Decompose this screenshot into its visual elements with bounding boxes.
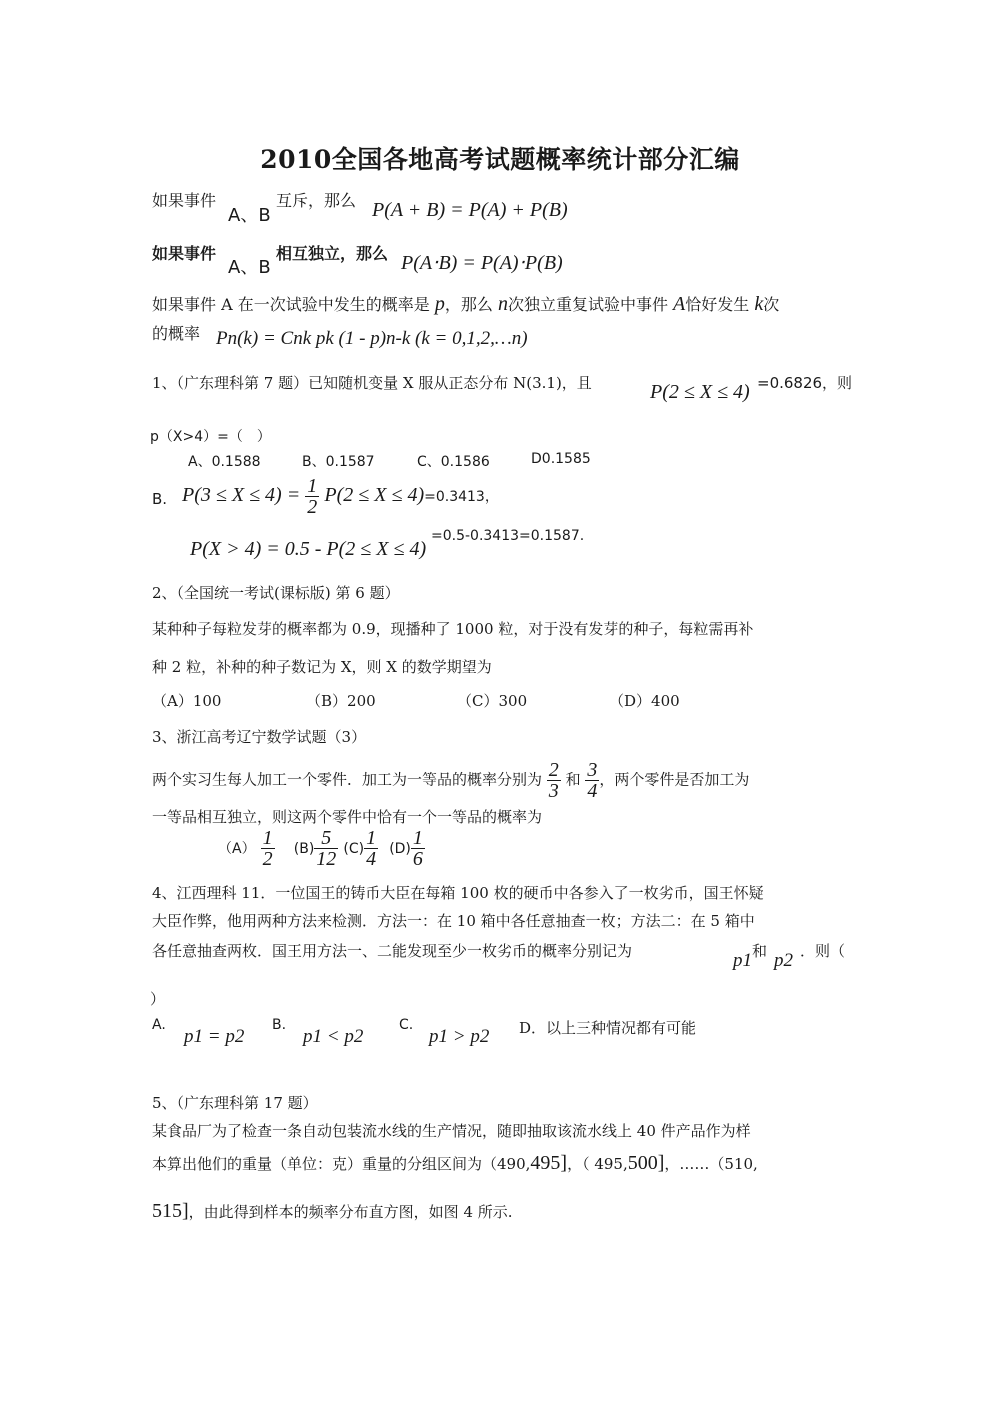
q4-option-a-formula: p1 = p2 [184, 1026, 245, 1047]
q1-solution-tail-1: =0.3413， [424, 489, 499, 505]
q4-line-3: 各任意抽查两枚．国王用方法一、二能发现至少一枚劣币的概率分别记为 [152, 942, 633, 960]
q1-option-b: B、0.1587 [302, 454, 375, 470]
q1-option-a: A、0.1588 [188, 454, 261, 470]
formula-line-1 [152, 188, 216, 211]
q3-line-1-a: 两个实习生每人加工一个零件．加工为一等品的概率分别为 [152, 770, 543, 789]
q2-option-d: （D）400 [609, 692, 680, 710]
formula-2-expression: P(A⋅B) = P(A)⋅P(B) [401, 252, 563, 274]
q4-option-b-label: B. [272, 1017, 287, 1033]
q5-line-3-b: ，由此得到样本的频率分布直方图，如图 4 所示. [188, 1203, 513, 1221]
q3-fraction-1: $\frac{2}{3}$ [548, 759, 559, 802]
q4-option-b-formula: p1 < p2 [303, 1026, 364, 1047]
formula-3-n: n [497, 293, 508, 315]
formula-3-text-e: 次 [763, 295, 780, 314]
q1-stem-tail: =0.6826，则 [757, 374, 853, 392]
q1-solution-label: B. [152, 490, 168, 508]
q4-option-c-label: C. [399, 1017, 414, 1033]
q1-solution-fraction: $\frac{1}{2}$ [307, 475, 318, 518]
q4-p2: p2 [774, 950, 793, 971]
q5-line-2-a: 本算出他们的重量（单位：克）重量的分组区间为（490, [152, 1155, 531, 1173]
q3-option-b-label: (B) [293, 841, 315, 857]
formula-3-text-a: 如果事件 A 在一次试验中发生的概率是 [152, 295, 430, 314]
q3-fraction-2: $\frac{3}{4}$ [587, 759, 598, 802]
formula-2-events: A、B [228, 257, 271, 278]
q5-line-2-d: 500 [627, 1152, 658, 1174]
q5-line-2: 本算出他们的重量（单位：克）重量的分组区间为（490,495]，（ 495,500]，……（510, [152, 1152, 758, 1174]
formula-1-expression: P(A + B) = P(A) + P(B) [372, 199, 568, 221]
formula-3-expression: Pn(k) = Cnk pk (1 - p)n-k (k = 0,1,2,…n) [216, 328, 528, 349]
q3-option-a-value: $\frac{1}{2}$ [262, 827, 273, 870]
q4-line-2: 大臣作弊，他用两种方法来检测．方法一：在 10 箱中各任意抽查一枚；方法二：在 5 箱中 [152, 912, 755, 930]
q4-and: 和 [752, 942, 768, 960]
formula-1-prefix: 如果事件 [152, 191, 217, 210]
q1-ask: p（X>4）=（ ） [150, 429, 271, 445]
formula-3-k: k [754, 293, 764, 315]
q4-p1: p1 [733, 950, 752, 971]
q4-line-3-tail: ．则（ [800, 942, 846, 960]
q4-option-d: D．以上三种情况都有可能 [519, 1019, 697, 1037]
q1-option-c: C、0.1586 [417, 454, 490, 470]
q1-solution-tail-2: =0.5-0.3413=0.1587. [431, 528, 585, 544]
q3-option-d-value: $\frac{1}{6}$ [412, 827, 423, 870]
q3-option-c-label: (C) [343, 841, 365, 857]
q3-option-a-label: （A） [218, 841, 256, 857]
q5-line-2-b: 495 [530, 1152, 561, 1174]
formula-3-p: p [434, 293, 445, 315]
q5-line-1: 某食品厂为了检查一条自动包装流水线的生产情况，随即抽取该流水线上 40 件产品作为样 [152, 1122, 751, 1140]
q4-option-a-label: A. [152, 1017, 166, 1033]
formula-3-text-c: 次独立重复试验中事件 [507, 295, 668, 314]
q2-option-b: （B）200 [306, 692, 376, 710]
q5-line-2-e: ，……（510, [664, 1155, 758, 1173]
q4-line-4: ） [150, 990, 166, 1008]
q3-line-1-b: ，两个零件是否加工为 [599, 770, 750, 789]
formula-3-line [152, 292, 779, 316]
formula-3-a: A [673, 293, 686, 315]
q3-option-c-value: $\frac{1}{4}$ [366, 827, 377, 870]
q2-line-2: 种 2 粒，补种的种子数记为 X，则 X 的数学期望为 [152, 658, 492, 676]
formula-3-text-f: 的概率 [152, 324, 201, 343]
q1-solution-left: P(3 ≤ X ≤ 4) = [182, 484, 301, 506]
q5-head: 5、（广东理科第 17 题） [152, 1094, 318, 1112]
q2-option-c: （C）300 [457, 692, 528, 710]
q2-head: 2、（全国统一考试(课标版) 第 6 题） [152, 584, 400, 602]
q1-stem: 1、（广东理科第 7 题）已知随机变量 X 服从正态分布 N(3.1)，且 [152, 374, 592, 392]
formula-2-relation: 相互独立，那么 [276, 244, 389, 263]
formula-1-events: A、B [228, 205, 271, 226]
q3-head: 3、浙江高考辽宁数学试题（3） [152, 728, 367, 746]
q4-line-1: 4、江西理科 11．一位国王的铸币大臣在每箱 100 枚的硬币中各参入了一枚劣币，国王怀疑 [152, 884, 764, 902]
q3-and: 和 [565, 770, 581, 789]
formula-2-prefix: 如果事件 [152, 244, 217, 263]
q1-formula: P(2 ≤ X ≤ 4) [650, 381, 750, 403]
q3-option-d-label: (D) [389, 841, 411, 857]
formula-1-relation: 互斥，那么 [276, 191, 357, 210]
q1-option-d: D0.1585 [531, 451, 591, 467]
formula-3-text-b: ，那么 [444, 295, 493, 314]
q1-solution-line-2: P(X > 4) = 0.5 - P(2 ≤ X ≤ 4) [190, 538, 427, 560]
q2-option-a: （A）100 [152, 692, 222, 710]
q2-line-1: 某种种子每粒发芽的概率都为 0.9，现播种了 1000 粒，对于没有发芽的种子，每粒需再补 [152, 620, 754, 638]
q1-solution-line-1 [182, 476, 499, 517]
q5-line-3: 515]，由此得到样本的频率分布直方图，如图 4 所示. [152, 1200, 513, 1222]
q3-line-2: 一等品相互独立，则这两个零件中恰有一个一等品的概率为 [152, 808, 543, 826]
q3-options [218, 828, 425, 869]
q5-line-2-c: ，（ 495, [567, 1155, 628, 1173]
q3-line-1 [152, 760, 749, 801]
formula-3-text-d: 恰好发生 [685, 295, 750, 314]
q4-option-c-formula: p1 > p2 [429, 1026, 490, 1047]
page-title: 2010全国各地高考试题概率统计部分汇编 [260, 145, 740, 174]
q3-option-b-value: $\frac{5}{12}$ [316, 827, 337, 870]
q5-line-3-a: 515 [152, 1200, 182, 1222]
q1-solution-right: P(2 ≤ X ≤ 4) [324, 484, 425, 506]
